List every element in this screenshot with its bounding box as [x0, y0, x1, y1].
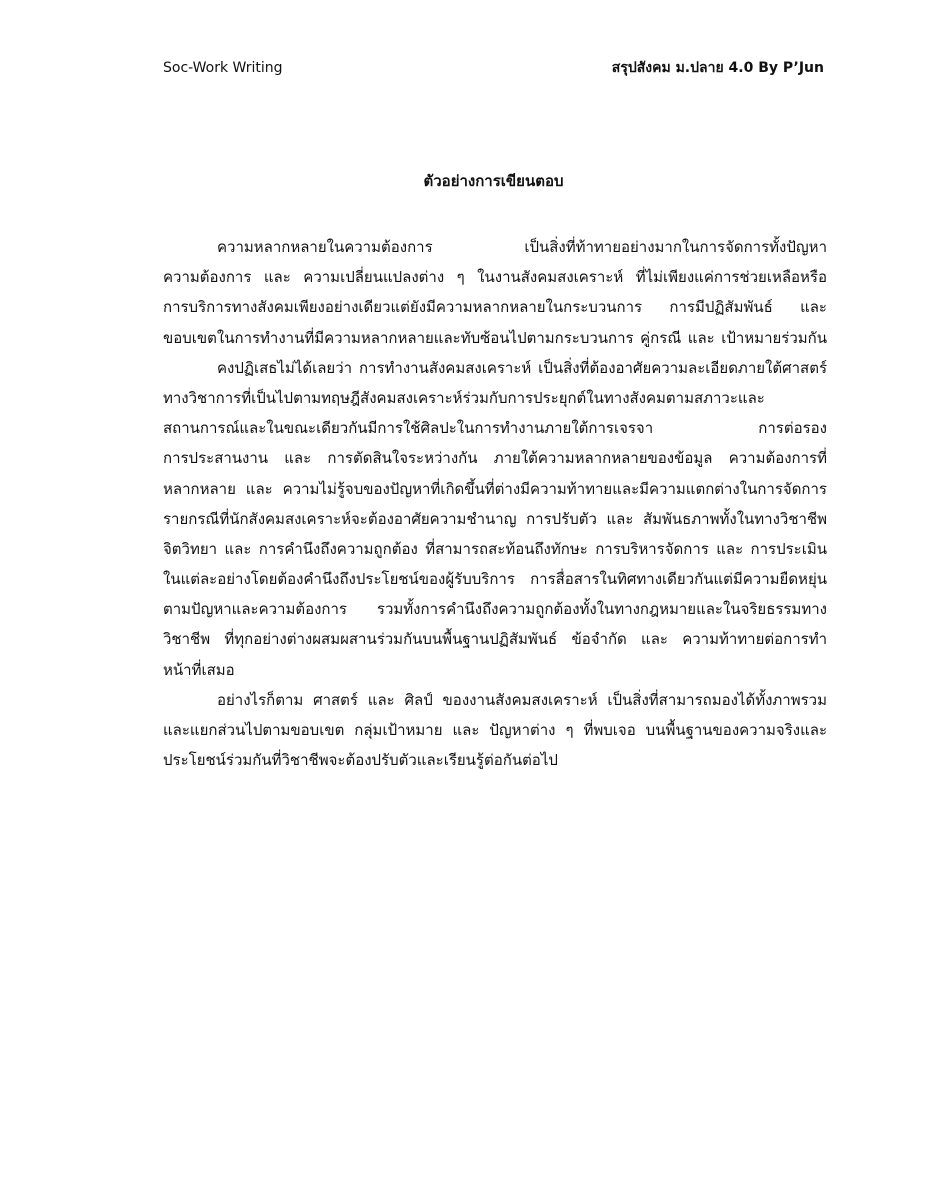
- paragraph: [163, 353, 827, 685]
- paragraph: [163, 232, 827, 353]
- text-line: การบริการทางสังคมเพียงอย่างเดียวแต่ยังมีความหลากหลายในกระบวนการ การมีปฏิสัมพันธ์ และ: [163, 298, 827, 317]
- text-line: วิชาชีพ ที่ทุกอย่างต่างผสมผสานร่วมกันบนพื้นฐานปฏิสัมพันธ์ ข้อจำกัด และ ความท้าทายต่อการทำ: [163, 630, 827, 649]
- header-left-text: Soc-Work Writing: [163, 60, 283, 76]
- text-line: ตามปัญหาและความต้องการ รวมทั้งการคำนึงถึงความถูกต้องทั้งในทางกฎหมายและในจริยธรรมทาง: [163, 600, 827, 619]
- text-line: สถานการณ์และในขณะเดียวกันมีการใช้ศิลปะในการทำงานภายใต้การเจรจา การต่อรอง: [163, 419, 827, 438]
- text-line: จิตวิทยา และ การคำนึงถึงความถูกต้อง ที่สามารถสะท้อนถึงทักษะ การบริหารจัดการ และ การประเมิน: [163, 539, 827, 558]
- text-line: คงปฏิเสธไม่ได้เลยว่า การทำงานสังคมสงเคราะห์ เป็นสิ่งที่ต้องอาศัยความละเอียดภายใต้ศาสตร์: [217, 358, 827, 377]
- text-line: ประโยชน์ร่วมกันที่วิชาชีพจะต้องปรับตัวและเรียนรู้ต่อกันต่อไป: [163, 751, 558, 770]
- text-line: ความต้องการ และ ความเปลี่ยนแปลงต่าง ๆ ในงานสังคมสงเคราะห์ ที่ไม่เพียงแค่การช่วยเหลือหรือ: [163, 268, 827, 287]
- text-line: ขอบเขตในการทำงานที่มีความหลากหลายและทับซ้อนไปตามกระบวนการ คู่กรณี และ เป้าหมายร่วมกัน: [163, 328, 827, 347]
- text-line: ในแต่ละอย่างโดยต้องคำนึงถึงประโยชน์ของผู้รับบริการ การสื่อสารในทิศทางเดียวกันแต่มีความยืดหยุ่น: [163, 570, 827, 589]
- document-title: ตัวอย่างการเขียนตอบ: [423, 172, 564, 190]
- text-line: และแยกส่วนไปตามขอบเขต กลุ่มเป้าหมาย และ ปัญหาต่าง ๆ ที่พบเจอ บนพื้นฐานของความจริงและ: [163, 721, 827, 739]
- text-line: อย่างไรก็ตาม ศาสตร์ และ ศิลป์ ของงานสังคมสงเคราะห์ เป็นสิ่งที่สามารถมองได้ทั้งภาพรวม: [217, 690, 827, 709]
- document-body: [163, 232, 827, 775]
- text-line: ทางวิชาการที่เป็นไปตามทฤษฎีสังคมสงเคราะห์ร่วมกับการประยุกต์ในทางสังคมตามสภาวะและ: [163, 388, 765, 407]
- header-right-text: สรุปสังคม ม.ปลาย 4.0 By P’Jun: [611, 60, 824, 76]
- paragraph: [163, 685, 827, 776]
- text-line: รายกรณีที่นักสังคมสงเคราะห์จะต้องอาศัยความชำนาญ การปรับตัว และ สัมพันธภาพทั้งในทางวิชาชีพ: [163, 509, 827, 528]
- text-line: หลากหลาย และ ความไม่รู้จบของปัญหาที่เกิดขึ้นที่ต่างมีความท้าทายและมีความแตกต่างในการจัดการ: [163, 479, 827, 498]
- text-line: การประสานงาน และ การตัดสินใจระหว่างกัน ภายใต้ความหลากหลายของข้อมูล ความต้องการที่: [163, 449, 827, 468]
- text-line: หน้าที่เสมอ: [163, 660, 235, 679]
- text-line: ความหลากหลายในความต้องการ เป็นสิ่งที่ท้าทายอย่างมากในการจัดการทั้งปัญหา: [217, 238, 827, 256]
